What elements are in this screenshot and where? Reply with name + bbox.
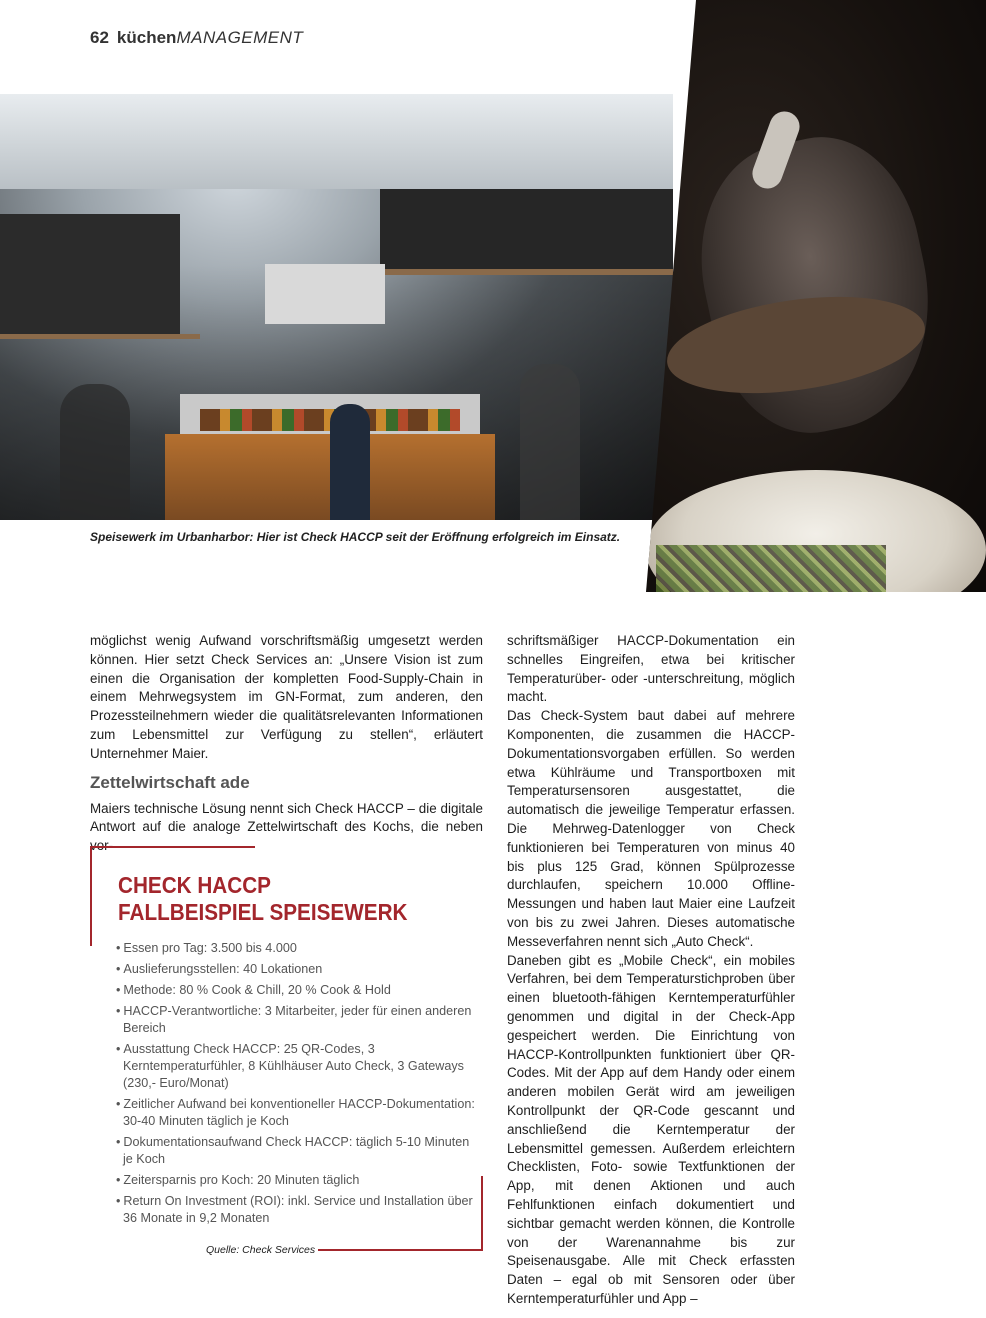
fact-item: • Methode: 80 % Cook & Chill, 20 % Cook & Hold <box>116 982 476 999</box>
left-text-column <box>90 632 483 856</box>
box-frame-left <box>90 846 92 946</box>
box-title <box>118 872 442 926</box>
magazine-brand-bold: küchen <box>116 28 177 47</box>
box-frame-bottom <box>318 1249 483 1251</box>
fact-item: • Return On Investment (ROI): inkl. Service und Installation über 36 Monate in 9,2 Monaten <box>116 1193 476 1227</box>
left-paragraph-2: Maiers technische Lösung nennt sich Check HACCP – die digitale Antwort auf die analoge Zettelwirtschaft des Kochs, die neben <box>90 800 483 835</box>
chef-glove-photo <box>646 0 986 592</box>
canteen-photo <box>0 94 673 520</box>
facts-list <box>116 940 476 1231</box>
right-paragraph-3: Daneben gibt es „Mobile Check“, ein mobiles Verfahren, bei dem Temperaturstichproben über einen bluetooth-fähigen Kerntemperaturfühler genommen und digital in der Check-App gespeichert werden. Die Einrichtung von HACCP-Kontrollpunkten funktioniert über QR-Codes. Mit der App auf dem Handy oder einem anderen mobilen Gerät wird am jeweiligen Kontrollpunkt der QR-Code gescannt und anschließend die Kerntemperatur der Lebensmittel gemessen. Außerdem erleichtern Checklisten, Foto- sowie Textfunktionen der App, mit denen Aktionen und auch Fehlfunktionen einfach dokumentiert und sichtbar gemacht werden können, die Kontrolle von der Warenannahme bis zur Speisenausgabe. Alle mit Check erfassten Daten – egal ob mit Sensoren oder über Kerntemperaturfühler und App – <box>507 952 795 1306</box>
fact-item: • Essen pro Tag: 3.500 bis 4.000 <box>116 940 476 957</box>
fact-item: • Auslieferungsstellen: 40 Lokationen <box>116 961 476 978</box>
section-subheading: Zettelwirtschaft ade <box>90 772 250 792</box>
fact-item: • Zeitersparnis pro Koch: 20 Minuten täglich <box>116 1172 476 1189</box>
box-title-line-1: CHECK HACCP <box>118 872 271 898</box>
box-frame-right <box>481 1176 483 1250</box>
right-text-column <box>507 632 795 1309</box>
right-paragraph-2: Das Check-System baut dabei auf mehrere Komponenten, die zusammen die HACCP-Dokumentationsvorgaben erfüllen. So werden etwa Kühlräume und Transportboxen mit Temperatursensoren ausgestattet, die automatisch die jeweilige Temperatur erfassen. Die Mehrweg-Datenlogger von Check funktionieren bei Temperaturen von minus 40 bis plus 125 Grad, können Spülprozesse durchlaufen, speichern 10.000 Offline-Messungen und haben laut Maier eine Laufzeit von bis zu zwei Jahren. Dieses automatische Messeverfahren nennt sich „Auto Check“. <box>507 708 795 949</box>
source-note: Quelle: Check Services <box>206 1244 316 1256</box>
fact-item: • Ausstattung Check HACCP: 25 QR-Codes, 3 Kerntemperaturfühler, 8 Kühlhäuser Auto Check, 3 Gateways (230,- Euro/Monat) <box>116 1041 476 1092</box>
magazine-brand-italic: MANAGEMENT <box>176 28 304 47</box>
page-number: 62 <box>90 28 109 47</box>
photo-caption: Speisewerk im Urbanharbor: Hier ist Check HACCP seit der Eröffnung erfolgreich im Einsatz. <box>90 530 621 544</box>
fact-item: • Zeitlicher Aufwand bei konventioneller HACCP-Dokumentation: 30-40 Minuten täglich je Koch <box>116 1096 476 1130</box>
box-frame-top <box>90 846 255 848</box>
page-header <box>90 28 303 48</box>
fact-item: • HACCP-Verantwortliche: 3 Mitarbeiter, jeder für einen anderen Bereich <box>116 1003 476 1037</box>
box-title-line-2: FALLBEISPIEL SPEISEWERK <box>118 899 408 925</box>
left-paragraph-1: möglichst wenig Aufwand vorschriftsmäßig umgesetzt werden können. Hier setzt Check Services an: „Unsere Vision ist zum einen die Organisation der kompletten Food-Supply-Chain in einem Mehrwegsystem im GN-Format, zum anderen, den Prozessteilnehmern wieder die qualitätsrelevanten Informationen zum Lebensmittel zur Verfügung zu stellen“, erläutert Unternehmer Maier. <box>90 633 483 761</box>
right-paragraph-1: schriftsmäßiger HACCP-Dokumentation ein schnelles Eingreifen, etwa bei kritischer Temperaturüber- oder -unterschreitung, möglich macht. <box>507 633 795 705</box>
fact-item: • Dokumentationsaufwand Check HACCP: täglich 5-10 Minuten je Koch <box>116 1134 476 1168</box>
